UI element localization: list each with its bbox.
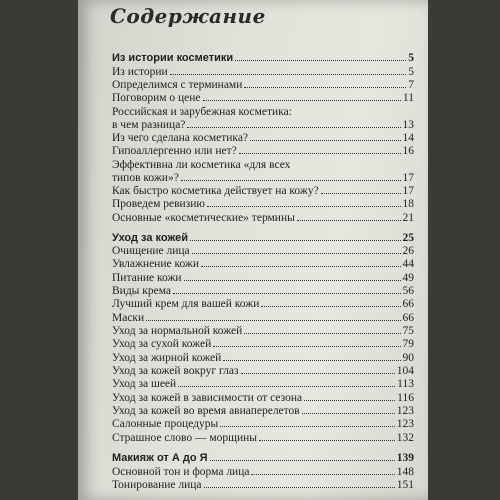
toc-entry-line (112, 119, 414, 132)
toc-entry-title: Тонирование лица (112, 479, 202, 491)
toc-entry-title: Основные «косметические» термины (112, 212, 295, 224)
dot-leader (192, 253, 401, 254)
dot-leader (223, 360, 400, 361)
toc-page-number: 104 (396, 365, 414, 377)
dot-leader (173, 293, 400, 294)
toc-page-number: 123 (396, 405, 414, 417)
toc-entry-title: Увлажнение кожи (112, 258, 200, 270)
dot-leader (220, 426, 395, 427)
toc-entry-line (112, 325, 414, 338)
toc-entry-line (112, 145, 414, 158)
toc-entry-line (112, 66, 414, 79)
toc-entry (112, 325, 414, 338)
toc-entry-title: Лучший крем для вашей кожи (112, 298, 260, 310)
toc-entry (112, 365, 414, 378)
toc-page-number: 17 (402, 185, 414, 197)
toc-page-number: 148 (396, 466, 414, 478)
toc-entry-title: Гипоаллергенно или нет? (112, 145, 237, 157)
toc-entry-title: Маски (112, 312, 145, 324)
toc-entry-line (112, 432, 414, 445)
toc-entry (112, 232, 414, 245)
toc-entry-line (112, 405, 414, 418)
toc-entry-line (112, 185, 414, 198)
toc-page-number: 90 (402, 352, 414, 364)
toc-entry-line (112, 132, 414, 145)
toc-entry-line (112, 272, 414, 285)
toc-page-number: 116 (397, 392, 414, 404)
toc-page-number: 5 (408, 66, 414, 78)
toc-entry (112, 258, 414, 271)
toc-entry (112, 432, 414, 445)
dot-leader (210, 460, 395, 461)
toc-entry (112, 66, 414, 79)
toc-page-number: 75 (402, 325, 414, 337)
toc-entry-title: Проведем ревизию (112, 198, 205, 210)
toc-page-number: 26 (402, 245, 414, 257)
dot-leader (261, 306, 400, 307)
toc-entry-line (112, 285, 414, 298)
toc-page-number: 18 (402, 198, 414, 210)
toc-page-number: 79 (402, 338, 414, 350)
toc-entry-title: Уход за сухой кожей (112, 338, 212, 350)
toc-page-number: 66 (402, 312, 414, 324)
toc-entry-title: Эффективна ли косметика «для всех (112, 159, 291, 171)
toc-entry (112, 185, 414, 198)
toc-entry-title: Уход за кожей во время авиаперелетов (112, 405, 300, 417)
toc-entry-title: Из истории косметики (112, 52, 234, 64)
toc-entry (112, 352, 414, 365)
toc-entry-title: Виды крема (112, 285, 172, 297)
toc-entry-title: Уход за кожей (112, 232, 188, 244)
dot-leader (181, 180, 401, 181)
toc-entry-line (112, 418, 414, 431)
toc-entry (112, 132, 414, 145)
dot-leader (302, 413, 395, 414)
dot-leader (241, 373, 395, 374)
toc-entry-title: Из истории (112, 66, 168, 78)
toc-entry-line (112, 338, 414, 351)
toc-entry (112, 479, 414, 492)
toc-page-number: 139 (396, 452, 414, 464)
toc-entry (112, 198, 414, 211)
dot-leader (184, 280, 401, 281)
toc-entry-title: Макияж от А до Я (112, 452, 208, 464)
dot-leader (251, 474, 394, 475)
toc-entry-line (112, 172, 414, 185)
toc-entry (112, 145, 414, 158)
toc-entry-title: типов кожи»? (112, 172, 179, 184)
toc-entry-title: Уход за кожей в зависимости от сезона (112, 392, 303, 404)
toc-entry-line (112, 92, 414, 105)
toc-entry-line (112, 106, 414, 119)
toc-entry-line (112, 352, 414, 365)
toc-entry-line (112, 232, 414, 245)
toc-page-number: 49 (402, 272, 414, 284)
toc-page-number: 123 (396, 418, 414, 430)
toc-entry-title: Страшное слово — морщины (112, 432, 258, 444)
dot-leader (204, 487, 395, 488)
toc-entry (112, 452, 414, 465)
toc-entry-line (112, 392, 414, 405)
toc-entry-line (112, 452, 414, 465)
dot-leader (297, 220, 401, 221)
toc-entry-line (112, 159, 414, 172)
toc-entry-title: Салонные процедуры (112, 418, 219, 430)
toc-page-number: 66 (402, 298, 414, 310)
dot-leader (235, 60, 406, 61)
toc-entry (112, 285, 414, 298)
toc-entry-line (112, 198, 414, 211)
toc-entry (112, 392, 414, 405)
toc-entry-line (112, 258, 414, 271)
toc-entry (112, 79, 414, 92)
toc-page-number: 151 (396, 479, 414, 491)
toc-entry-title: Уход за кожей вокруг глаз (112, 365, 239, 377)
dot-leader (239, 153, 401, 154)
toc-entry (112, 159, 414, 185)
toc-page-number: 56 (402, 285, 414, 297)
toc-entry-line (112, 312, 414, 325)
toc-entry (112, 212, 414, 225)
toc-entry-title: Основной тон и форма лица (112, 466, 250, 478)
toc-page-number: 25 (402, 232, 414, 244)
toc-entry (112, 245, 414, 258)
toc-entry-title: Уход за жирной кожей (112, 352, 222, 364)
toc-page-number: 113 (397, 378, 414, 390)
toc-page-number: 11 (402, 92, 414, 104)
toc-entry-title: Уход за нормальной кожей (112, 325, 243, 337)
dot-leader (321, 193, 401, 194)
toc-entry (112, 298, 414, 311)
toc-entry-title: Очищение лица (112, 245, 190, 257)
dot-leader (146, 320, 400, 321)
toc-page-number: 13 (402, 119, 414, 131)
toc-entry-line (112, 365, 414, 378)
toc-entry-title: в чем разница? (112, 119, 186, 131)
toc-entry (112, 405, 414, 418)
toc-entry-line (112, 52, 414, 65)
toc-entry (112, 418, 414, 431)
dot-leader (187, 127, 400, 128)
dot-leader (244, 333, 400, 334)
toc-entry-line (112, 378, 414, 391)
toc-entry-title: Поговорим о цене (112, 92, 201, 104)
toc-entry (112, 272, 414, 285)
toc-entry (112, 106, 414, 132)
dot-leader (244, 87, 406, 88)
toc-entry (112, 92, 414, 105)
dot-leader (213, 346, 400, 347)
toc-entry-line (112, 245, 414, 258)
toc-entry-line (112, 479, 414, 492)
dot-leader (250, 140, 400, 141)
dot-leader (203, 100, 401, 101)
toc-entry-title: Как быстро косметика действует на кожу? (112, 185, 319, 197)
dot-leader (259, 440, 395, 441)
toc-page-number: 132 (396, 432, 414, 444)
dot-leader (178, 386, 395, 387)
toc-entry-line (112, 212, 414, 225)
dot-leader (201, 266, 400, 267)
toc-entry-title: Из чего сделана косметика? (112, 132, 249, 144)
toc-entry-title: Уход за шеей (112, 378, 177, 390)
toc-page-number: 21 (402, 212, 414, 224)
toc-entry-line (112, 466, 414, 479)
toc-entry (112, 52, 414, 65)
dot-leader (304, 400, 395, 401)
toc-entry-line (112, 298, 414, 311)
toc-page-number: 14 (402, 132, 414, 144)
dot-leader (190, 240, 401, 241)
contents-heading: Содержание (110, 4, 266, 28)
toc-page-number: 7 (408, 79, 414, 91)
toc-page-number: 16 (402, 145, 414, 157)
dot-leader (207, 206, 401, 207)
dot-leader (170, 74, 407, 75)
toc-entry (112, 378, 414, 391)
toc-entry-title: Определимся с терминами (112, 79, 243, 91)
toc-page-number: 17 (402, 172, 414, 184)
toc-entry (112, 312, 414, 325)
toc-entry-title: Российская и зарубежная косметика: (112, 106, 292, 118)
toc-entry-title: Питание кожи (112, 272, 182, 284)
toc-page-number: 44 (402, 258, 414, 270)
toc-entry (112, 466, 414, 479)
toc-entry (112, 338, 414, 351)
toc-page-number: 5 (408, 52, 414, 64)
toc-entry-line (112, 79, 414, 92)
